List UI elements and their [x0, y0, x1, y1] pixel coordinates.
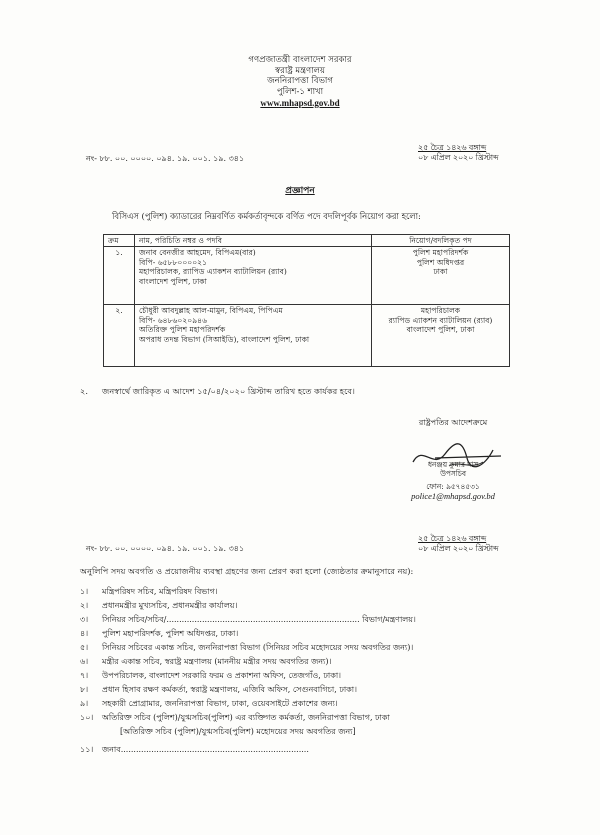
- memo-date-block: [418, 143, 498, 162]
- posting-table: [103, 234, 510, 367]
- list-item: ৫। সিনিয়র সচিবের একান্ত সচিব, জননিরাপত্তা বিভাগ (সিনিয়র সচিব মহোদয়ের সদয় অবগতির জন্য)।: [80, 643, 414, 652]
- list-item: ৪। পুলিশ মহাপরিদর্শক, পুলিশ অধিদপ্তর, ঢাকা।: [80, 629, 239, 638]
- list-item: ৩। সিনিয়র সচিব/সচিব/............................................................................ বিভাগ/মন্ত্রণালয়।: [80, 615, 416, 624]
- officer-name: চৌধুরী আবদুল্লাহ আল-মামুন, বিপিএম, পিপিএম: [139, 306, 283, 316]
- list-item: ৮। প্রধান হিসাব রক্ষণ কর্মকর্তা, স্বরাষ্ট্র মন্ত্রণালয়, এজিবি অফিস, সেগুনবাগিচা, ঢাকা।: [80, 685, 357, 694]
- copy-intro: অনুলিপি সদয় অবগতি ও প্রয়োজনীয় ব্যবস্থা গ্রহণের জন্য প্রেরণ করা হলো (জ্যেষ্ঠতার ক্রমানুসারে নয়):: [80, 566, 414, 576]
- new-office: পুলিশ অধিদপ্তর: [416, 257, 465, 267]
- paragraph-text: জনস্বার্থে জারিকৃত এ আদেশ ১৫/০৪/২০২০ খ্রিস্টাব্দ তারিখ হতে কার্যকর হবে।: [102, 386, 355, 396]
- letterhead: [150, 55, 450, 109]
- memo-date-block-copy: [418, 534, 498, 553]
- memo-date-bangla-copy: ২৫ চৈত্র ১৪২৬ বঙ্গাব্দ: [418, 534, 487, 543]
- division-name: জননিরাপত্তা বিভাগ: [267, 76, 333, 87]
- order-line: রাষ্ট্রপতির আদেশক্রমে: [418, 418, 488, 427]
- signatory-name: ধনঞ্জয় কুমার দাস: [427, 460, 479, 469]
- list-item: [অতিরিক্ত সচিব (পুলিশ)/যুগ্মসচিব(পুলিশ) মহোদয়ের সদয় অবগতির জন্য]: [120, 727, 356, 736]
- new-office: র‍্যাপিড এ্যাকশন ব্যাটালিয়ন (র‍্যাব): [388, 315, 493, 325]
- table-header-row: [104, 235, 510, 247]
- row-posting-cell: [372, 305, 510, 367]
- signatory-phone: ফোন: ৯৫৭৪৫৩১: [426, 481, 480, 491]
- memo-date-english: ০৮ এপ্রিল ২০২০ খ্রিস্টাব্দ: [418, 152, 499, 162]
- row-name-cell: [135, 305, 372, 367]
- row-serial: ১.: [104, 247, 135, 305]
- memo-number-copy: নং- ৮৮. ০০. ০০০০. ০৯৪. ১৯. ০০১. ১৯. ৩৪১: [86, 544, 245, 553]
- row-posting-cell: [372, 247, 510, 305]
- officer-name: জনাব বেনজীর আহমেদ, বিপিএম(বার): [139, 248, 256, 258]
- memo-date-bangla: ২৫ চৈত্র ১৪২৬ বঙ্গাব্দ: [418, 143, 487, 152]
- officer-current-post: অতিরিক্ত পুলিশ মহাপরিদর্শক: [139, 325, 226, 335]
- row-name-cell: [135, 247, 372, 305]
- list-item: ১। মন্ত্রিপরিষদ সচিব, মন্ত্রিপরিষদ বিভাগ।: [80, 587, 218, 596]
- list-item: ১১। জনাব..........................................................................: [80, 745, 309, 754]
- table-row: [104, 247, 510, 305]
- list-item: ৬। মন্ত্রীর একান্ত সচিব, স্বরাষ্ট্র মন্ত্রণালয় (মাননীয় মন্ত্রীর সদয় অবগতির জন্য)।: [80, 657, 332, 666]
- branch-name: পুলিশ-১ শাখা: [276, 86, 324, 97]
- officer-current-office: অপরাধ তদন্ত বিভাগ (সিআইডি), বাংলাদেশ পুলিশ, ঢাকা: [139, 334, 310, 344]
- website-link[interactable]: www.mhapsd.gov.bd: [260, 97, 340, 108]
- row-serial: ২.: [104, 305, 135, 367]
- col-header-serial: ক্রম: [104, 235, 135, 247]
- effective-date-paragraph: [80, 386, 355, 396]
- col-header-name: নাম, পরিচিতি নম্বর ও পদবি: [135, 235, 372, 247]
- memo-date-english-copy: ০৮ এপ্রিল ২০২০ খ্রিস্টাব্দ: [418, 543, 499, 553]
- memo-number: নং- ৮৮. ০০. ০০০০. ০৯৪. ১৯. ০০১. ১৯. ৩৪১: [86, 154, 245, 163]
- officer-current-post: মহাপরিচালক, র‍্যাপিড এ্যাকশন ব্যাটালিয়ন (র‍্যাব): [139, 267, 287, 277]
- list-item: ১০। অতিরিক্ত সচিব (পুলিশ)/যুগ্মসচিব(পুলিশ) এর ব্যক্তিগত কর্মকর্তা, জননিরাপত্তা বিভাগ, ঢাকা: [80, 713, 390, 722]
- ministry-name: স্বরাষ্ট্র মন্ত্রণালয়: [275, 65, 325, 76]
- table-row: [104, 305, 510, 367]
- page-title: প্রজ্ঞাপন: [285, 186, 315, 196]
- intro-text: বিসিএস (পুলিশ) ক্যাডারের নিম্নবর্ণিত কর্মকর্তাবৃন্দকে বর্ণিত পদে বদলিপূর্বক নিয়োগ করা হলো:: [112, 211, 421, 221]
- govt-name: গণপ্রজাতন্ত্রী বাংলাদেশ সরকার: [248, 55, 352, 65]
- list-item: ৭। উপপরিচালক, বাংলাদেশ সরকারি ফরম ও প্রকাশনা অফিস, তেজগাঁও, ঢাকা।: [80, 671, 342, 680]
- new-location: বাংলাদেশ পুলিশ, ঢাকা: [406, 325, 475, 335]
- paragraph-number: ২.: [80, 386, 88, 396]
- handwritten-signature: [405, 436, 515, 476]
- signatory-email[interactable]: police1@mhapsd.gov.bd: [411, 490, 495, 501]
- list-item: ৯। সহকারী প্রোগ্রামার, জননিরাপত্তা বিভাগ, ঢাকা, ওয়েবসাইটে প্রকাশের জন্য।: [80, 699, 338, 708]
- new-location: ঢাকা: [433, 267, 448, 277]
- officer-current-office: বাংলাদেশ পুলিশ, ঢাকা: [139, 276, 207, 286]
- new-post: মহাপরিচালক: [420, 306, 461, 316]
- col-header-posting: নিয়োগ/বদলিকৃত পদ: [372, 235, 510, 247]
- officer-bp-number: বিপি- ৬৫৮৮০০০০২১: [139, 257, 208, 267]
- signatory-designation: উপসচিব: [440, 469, 466, 479]
- new-post: পুলিশ মহাপরিদর্শক: [412, 248, 469, 258]
- officer-bp-number: বিপি- ৬৪৮৬০২০৯৪৬: [139, 315, 208, 325]
- list-item: ২। প্রধানমন্ত্রীর মুখ্যসচিব, প্রধানমন্ত্রীর কার্যালয়।: [80, 601, 238, 610]
